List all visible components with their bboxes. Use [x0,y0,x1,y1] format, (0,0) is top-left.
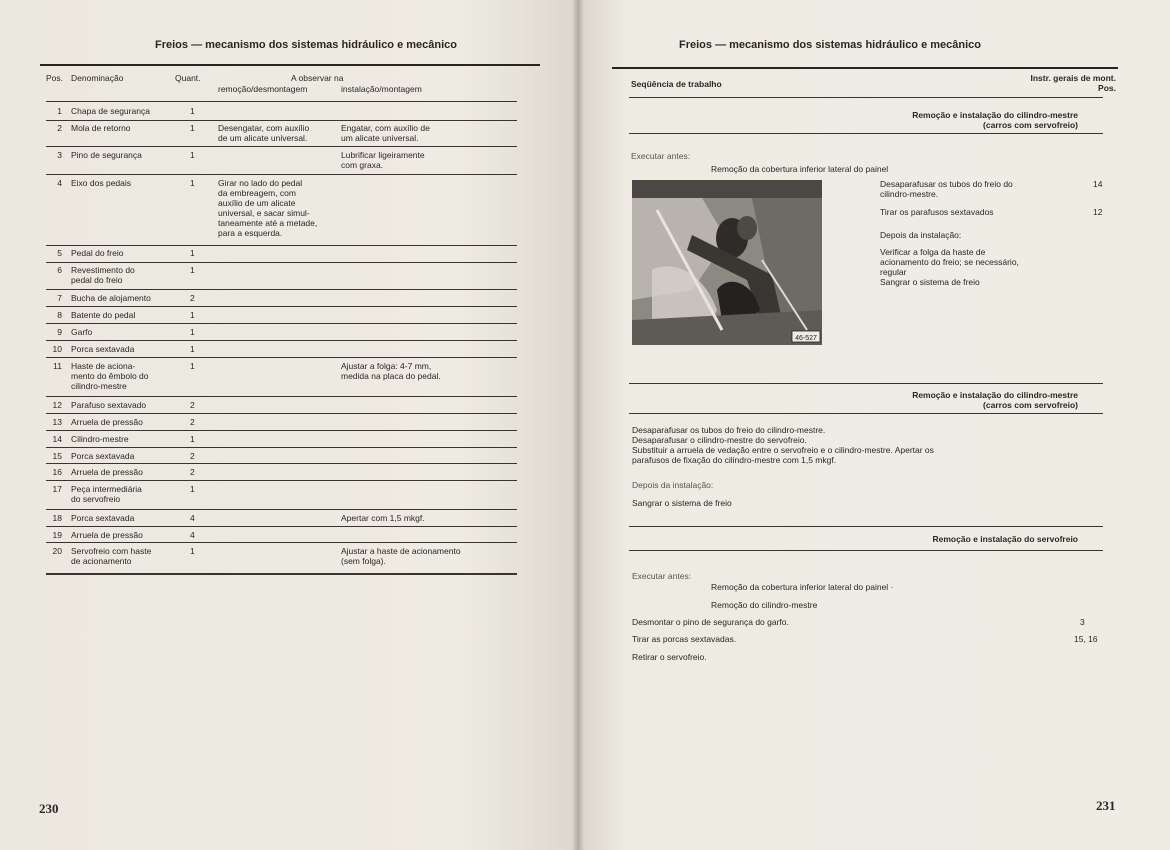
row-divider [46,463,517,464]
row-denominacao: Pino de segurança [71,150,142,160]
row-divider [46,480,517,481]
section2-rule [629,413,1103,414]
col-sequencia-header: Seqüência de trabalho [631,79,722,89]
row-divider [46,306,517,307]
section1-depois-label: Depois da instalação: [880,230,962,240]
row-remocao: Girar no lado do pedal da embreagem, com auxílio de um alicate universal, e sacar simul- taneamente até a metade, para a esquerda. [218,178,318,238]
row-denominacao: Pedal do freio [71,248,124,258]
left-page-title: Freios — mecanismo dos sistemas hidráulico e mecânico [155,39,458,51]
row-denominacao: Porca sextavada [71,344,135,354]
col-instr-header: Instr. gerais de mont. Pos. [1030,73,1116,93]
row-instalacao: Ajustar a haste de acionamento (sem folga). [341,546,461,566]
row-pos: 7 [57,293,62,303]
row-denominacao: Revestimento do pedal do freio [71,265,135,285]
row-pos: 19 [52,530,62,540]
row-quant: 2 [190,293,195,303]
row-divider [46,289,517,290]
row-pos: 1 [57,106,62,116]
right-page-title: Freios — mecanismo dos sistemas hidráulico e mecânico [679,39,982,51]
section3-top-rule [629,526,1103,527]
section3-step-1-pos: 3 [1080,617,1085,627]
row-quant: 4 [190,513,195,523]
row-divider [46,447,517,448]
row-divider [46,396,517,397]
section3-heading: Remoção e instalação do servofreio [932,534,1078,544]
row-denominacao: Batente do pedal [71,310,136,320]
row-denominacao: Garfo [71,327,93,337]
col-denominacao-header: Denominação [71,73,124,83]
section2-heading: Remoção e instalação do cilindro-mestre (carros com servofreio) [912,390,1078,410]
left-page-number: 230 [39,801,59,816]
row-denominacao: Arruela de pressão [71,417,143,427]
row-quant: 1 [190,344,195,354]
row-divider [46,174,517,175]
row-quant: 1 [190,248,195,258]
row-divider [46,430,517,431]
row-divider [46,146,517,147]
row-denominacao: Porca sextavada [71,451,135,461]
section1-heading: Remoção e instalação do cilindro-mestre (carros com servofreio) [912,110,1078,130]
section3-item-1: Remoção da cobertura inferior lateral do painel · [711,582,894,592]
right-header-rule [612,67,1118,69]
section1-rule [629,133,1103,134]
row-quant: 2 [190,451,195,461]
row-divider [46,413,517,414]
row-pos: 18 [52,513,62,523]
row-instalacao: Engatar, com auxílio de um alicate universal. [341,123,430,143]
row-pos: 2 [57,123,62,133]
section3-step-2: Tirar as porcas sextavadas. [632,634,737,644]
row-quant: 1 [190,150,195,160]
section1-step-1: Desaparafusar os tubos do freio do cilindro-mestre. [880,179,1013,199]
row-denominacao: Chapa de segurança [71,106,150,116]
row-pos: 9 [57,327,62,337]
row-denominacao: Peça intermediária do servofreio [71,484,142,504]
row-pos: 14 [52,434,62,444]
photo-reference-label: 46-527 [795,335,817,342]
section2-depois-text: Sangrar o sistema de freio [632,498,732,508]
section2-depois-label: Depois da instalação: [632,480,714,490]
row-denominacao: Parafuso sextavado [71,400,147,410]
row-pos: 5 [57,248,62,258]
row-quant: 1 [190,327,195,337]
row-denominacao: Mola de retorno [71,123,131,133]
section1-executar-item: Remoção da cobertura inferior lateral do painel [711,164,889,174]
row-denominacao: Cilindro-mestre [71,434,129,444]
right-page-number: 231 [1096,798,1116,813]
master-cylinder-photo [632,180,822,345]
row-denominacao: Arruela de pressão [71,467,143,477]
row-pos: 11 [53,361,62,371]
row-quant: 2 [190,417,195,427]
section2-text: Desaparafusar os tubos do freio do cilindro-mestre. Desaparafusar o cilindro-mestre do servofreio. Substituir a arruela de vedação entre o servofreio e o cilindro-mestre. Apertar os parafusos de fixação do cilindro-mestre com 1,5 mkgf. [632,425,934,465]
row-divider [46,120,517,121]
row-divider [46,262,517,263]
row-pos: 3 [57,150,62,160]
section3-executar: Executar antes: [632,571,692,581]
row-divider [46,573,517,575]
section1-step-2: Tirar os parafusos sextavados [880,207,994,217]
row-denominacao: Eixo dos pedais [71,178,132,188]
row-quant: 1 [190,361,195,371]
col-instalacao-header: instalação/montagem [341,84,422,94]
row-quant: 1 [190,265,195,275]
col-observar-header: A observar na [291,73,344,83]
row-remocao: Desengatar, com auxílio de um alicate universal. [218,123,310,143]
row-quant: 1 [190,434,195,444]
section1-executar: Executar antes: [631,151,691,161]
row-divider [46,340,517,341]
row-quant: 2 [190,467,195,477]
row-quant: 1 [190,106,195,116]
row-pos: 10 [52,344,62,354]
row-quant: 1 [190,546,195,556]
row-quant: 1 [190,178,195,188]
section2-top-rule [629,383,1103,384]
row-pos: 4 [57,178,62,188]
row-pos: 12 [52,400,62,410]
row-divider [46,509,517,510]
row-divider [46,542,517,543]
row-pos: 16 [52,467,62,477]
row-quant: 1 [190,310,195,320]
row-quant: 1 [190,484,195,494]
row-instalacao: Apertar com 1,5 mkgf. [341,513,425,523]
header-rule [40,64,540,66]
row-divider [46,323,517,324]
section3-step-1: Desmontar o pino de segurança do garfo. [632,617,789,627]
section1-step-2-pos: 12 [1093,207,1103,217]
section3-step-2-pos: 15, 16 [1074,634,1098,644]
row-pos: 17 [52,484,62,494]
row-denominacao: Bucha de alojamento [71,293,151,303]
row-quant: 1 [190,123,195,133]
row-pos: 8 [57,310,62,320]
section3-step-3: Retirar o servofreio. [632,652,707,662]
row-instalacao: Ajustar a folga: 4-7 mm, medida na placa do pedal. [341,361,441,381]
row-divider [46,357,517,358]
table-header-rule [46,101,517,102]
row-pos: 20 [52,546,62,556]
row-denominacao: Servofreio com haste de acionamento [71,546,152,566]
row-quant: 2 [190,400,195,410]
row-denominacao: Porca sextavada [71,513,135,523]
row-pos: 6 [57,265,62,275]
row-divider [46,245,517,246]
section3-rule [629,550,1103,551]
book-gutter [572,0,584,850]
row-denominacao: Arruela de pressão [71,530,143,540]
col-remocao-header: remoção/desmontagem [218,84,308,94]
row-pos: 15 [52,451,62,461]
row-quant: 4 [190,530,195,540]
section3-item-2: Remoção do cilindro-mestre [711,600,818,610]
right-subheader-rule [629,97,1103,98]
section1-depois-text: Verificar a folga da haste de acionamento do freio; se necessário, regular Sangrar o sistema de freio [880,247,1019,287]
row-instalacao: Lubrificar ligeiramente com graxa. [341,150,425,170]
col-pos-header: Pos. [46,73,64,83]
row-divider [46,526,517,527]
section1-step-1-pos: 14 [1093,179,1103,189]
col-quant-header: Quant. [175,73,201,83]
row-denominacao: Haste de aciona- mento do êmbolo do cilindro-mestre [71,361,149,391]
row-pos: 13 [52,417,62,427]
